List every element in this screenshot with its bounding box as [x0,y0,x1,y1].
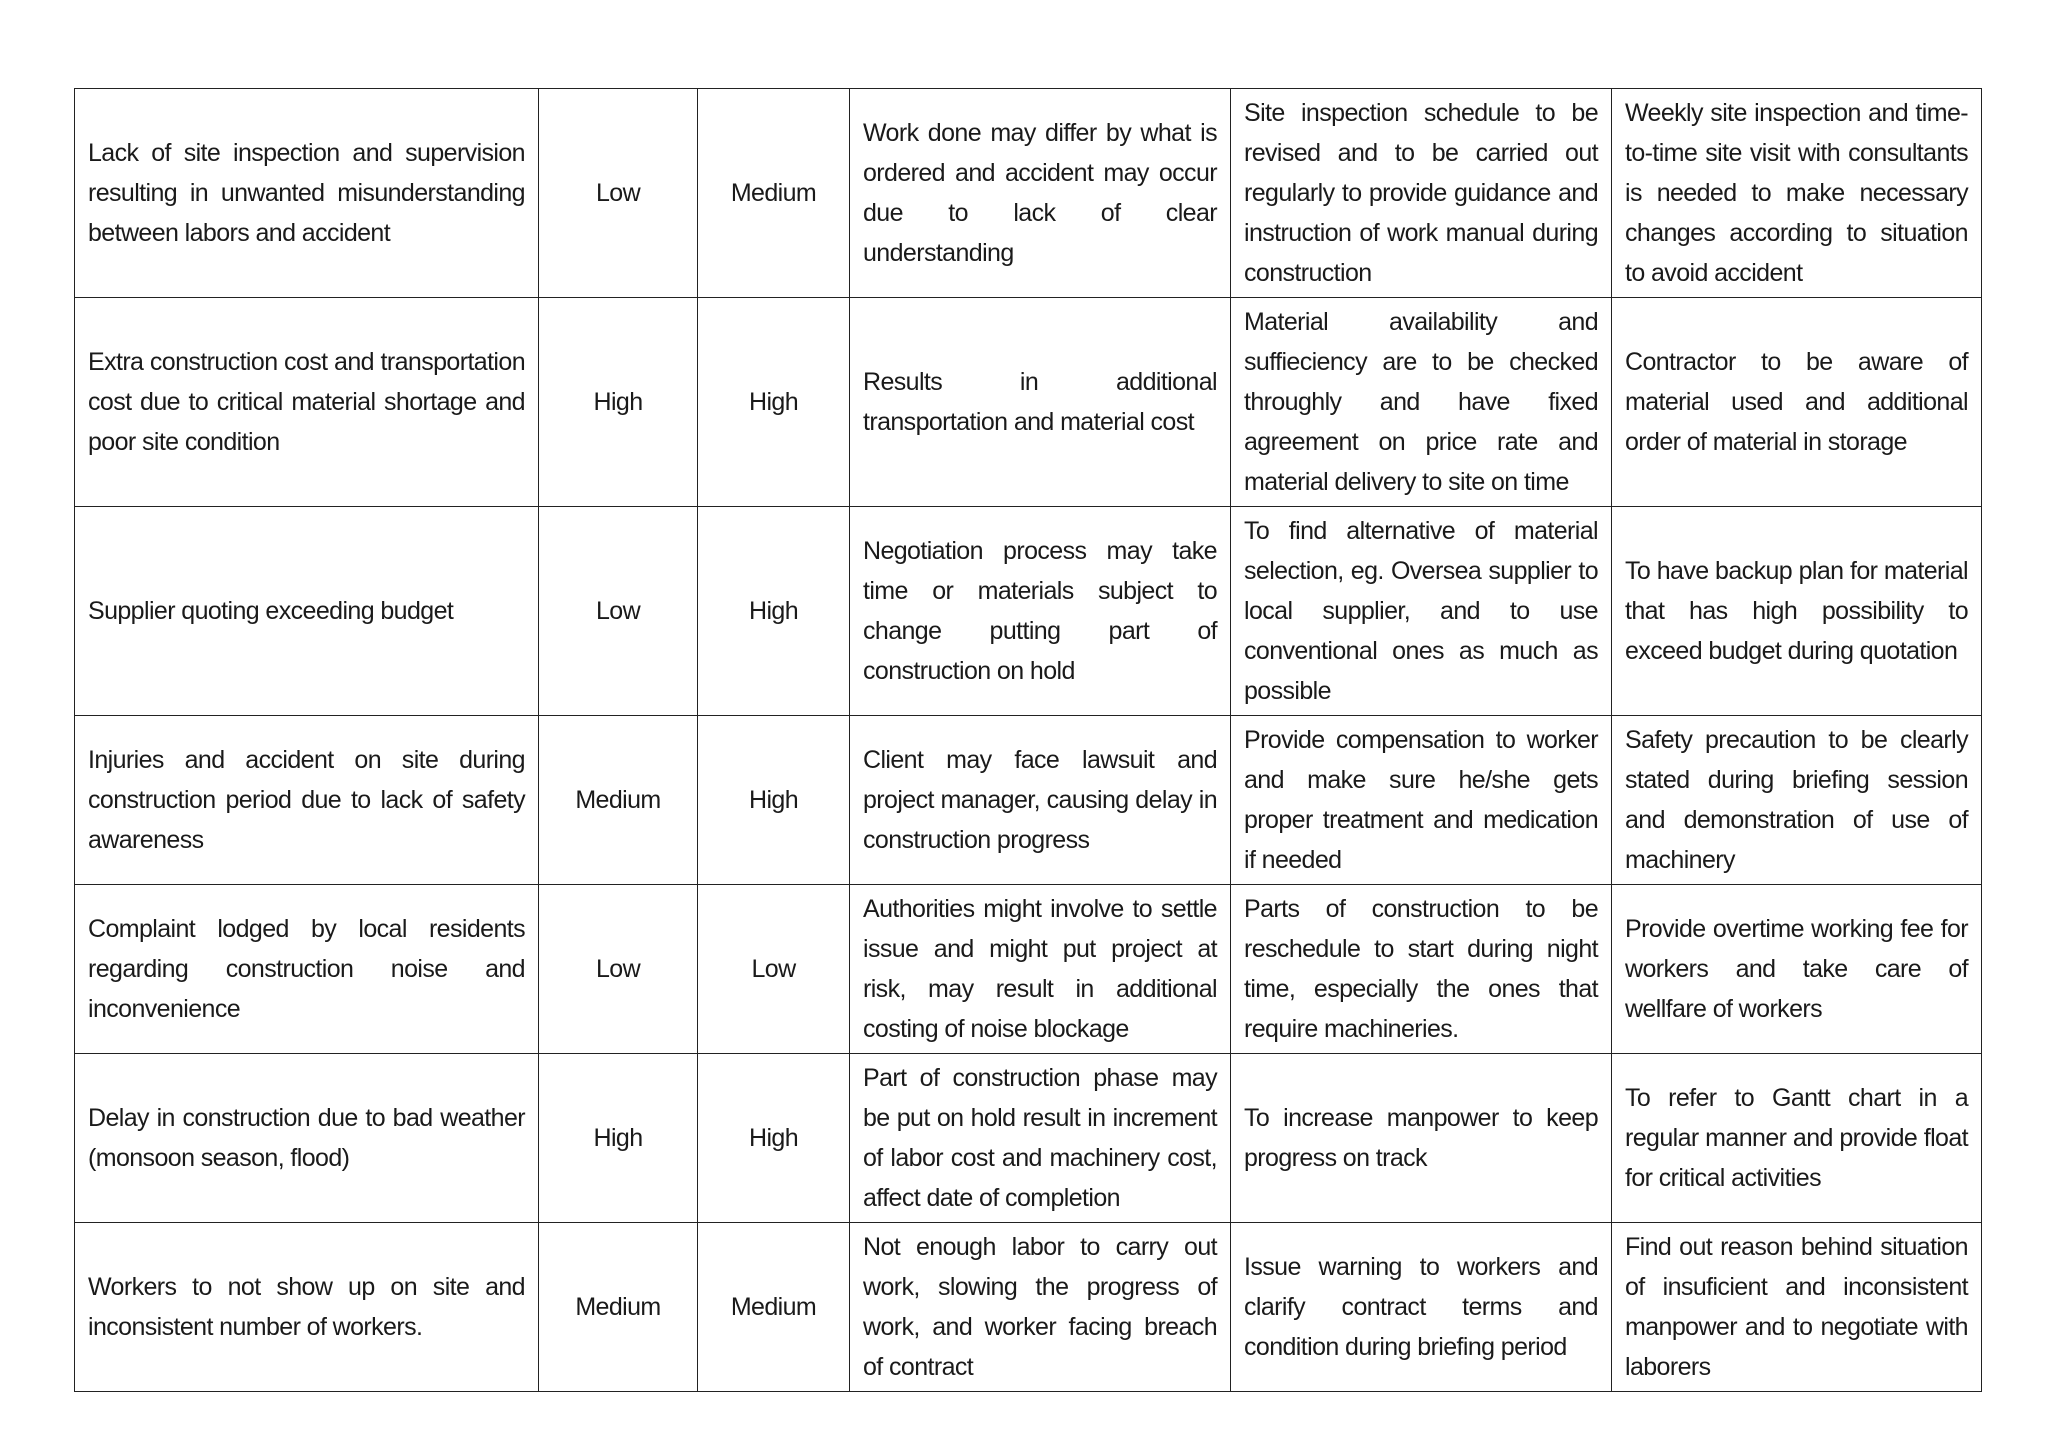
mitigation-cell: Find out reason behind situation of insuficient and inconsistent manpower and to negotiate with laborers [1612,1223,1982,1392]
risk-description-cell: Complaint lodged by local residents regarding construction noise and inconvenience [75,885,539,1054]
risk-table-body [75,89,1982,1392]
effect-cell: Client may face lawsuit and project manager, causing delay in construction progress [850,716,1231,885]
table-row [75,1223,1982,1392]
likelihood-cell: Low [539,507,698,716]
impact-cell: Low [698,885,850,1054]
mitigation-cell: To have backup plan for material that has high possibility to exceed budget during quotation [1612,507,1982,716]
response-plan-cell: Provide compensation to worker and make sure he/she gets proper treatment and medication if needed [1231,716,1612,885]
response-plan-cell: Issue warning to workers and clarify contract terms and condition during briefing period [1231,1223,1612,1392]
risk-description-cell: Extra construction cost and transportation cost due to critical material shortage and poor site condition [75,298,539,507]
effect-cell: Work done may differ by what is ordered and accident may occur due to lack of clear understanding [850,89,1231,298]
impact-cell: High [698,716,850,885]
likelihood-cell: Low [539,885,698,1054]
risk-register-table [74,88,1982,1392]
likelihood-cell: High [539,298,698,507]
table-row [75,507,1982,716]
table-row [75,716,1982,885]
likelihood-cell: High [539,1054,698,1223]
effect-cell: Authorities might involve to settle issue and might put project at risk, may result in additional costing of noise blockage [850,885,1231,1054]
table-row [75,298,1982,507]
impact-cell: High [698,1054,850,1223]
response-plan-cell: To increase manpower to keep progress on track [1231,1054,1612,1223]
mitigation-cell: Contractor to be aware of material used and additional order of material in storage [1612,298,1982,507]
effect-cell: Not enough labor to carry out work, slowing the progress of work, and worker facing breach of contract [850,1223,1231,1392]
response-plan-cell: Site inspection schedule to be revised and to be carried out regularly to provide guidance and instruction of work manual during construction [1231,89,1612,298]
table-row [75,1054,1982,1223]
likelihood-cell: Low [539,89,698,298]
risk-description-cell: Injuries and accident on site during construction period due to lack of safety awareness [75,716,539,885]
effect-cell: Negotiation process may take time or materials subject to change putting part of construction on hold [850,507,1231,716]
response-plan-cell: Material availability and suffieciency are to be checked throughly and have fixed agreement on price rate and material delivery to site on time [1231,298,1612,507]
table-row [75,885,1982,1054]
risk-description-cell: Supplier quoting exceeding budget [75,507,539,716]
effect-cell: Results in additional transportation and material cost [850,298,1231,507]
response-plan-cell: To find alternative of material selection, eg. Oversea supplier to local supplier, and to use conventional ones as much as possible [1231,507,1612,716]
risk-description-cell: Workers to not show up on site and inconsistent number of workers. [75,1223,539,1392]
risk-description-cell: Lack of site inspection and supervision resulting in unwanted misunderstanding between labors and accident [75,89,539,298]
mitigation-cell: Provide overtime working fee for workers and take care of wellfare of workers [1612,885,1982,1054]
mitigation-cell: Safety precaution to be clearly stated during briefing session and demonstration of use of machinery [1612,716,1982,885]
table-row [75,89,1982,298]
response-plan-cell: Parts of construction to be reschedule to start during night time, especially the ones that require machineries. [1231,885,1612,1054]
likelihood-cell: Medium [539,1223,698,1392]
impact-cell: Medium [698,1223,850,1392]
effect-cell: Part of construction phase may be put on hold result in increment of labor cost and machinery cost, affect date of completion [850,1054,1231,1223]
impact-cell: High [698,507,850,716]
mitigation-cell: To refer to Gantt chart in a regular manner and provide float for critical activities [1612,1054,1982,1223]
impact-cell: High [698,298,850,507]
risk-description-cell: Delay in construction due to bad weather (monsoon season, flood) [75,1054,539,1223]
mitigation-cell: Weekly site inspection and time-to-time site visit with consultants is needed to make necessary changes according to situation to avoid accident [1612,89,1982,298]
likelihood-cell: Medium [539,716,698,885]
impact-cell: Medium [698,89,850,298]
